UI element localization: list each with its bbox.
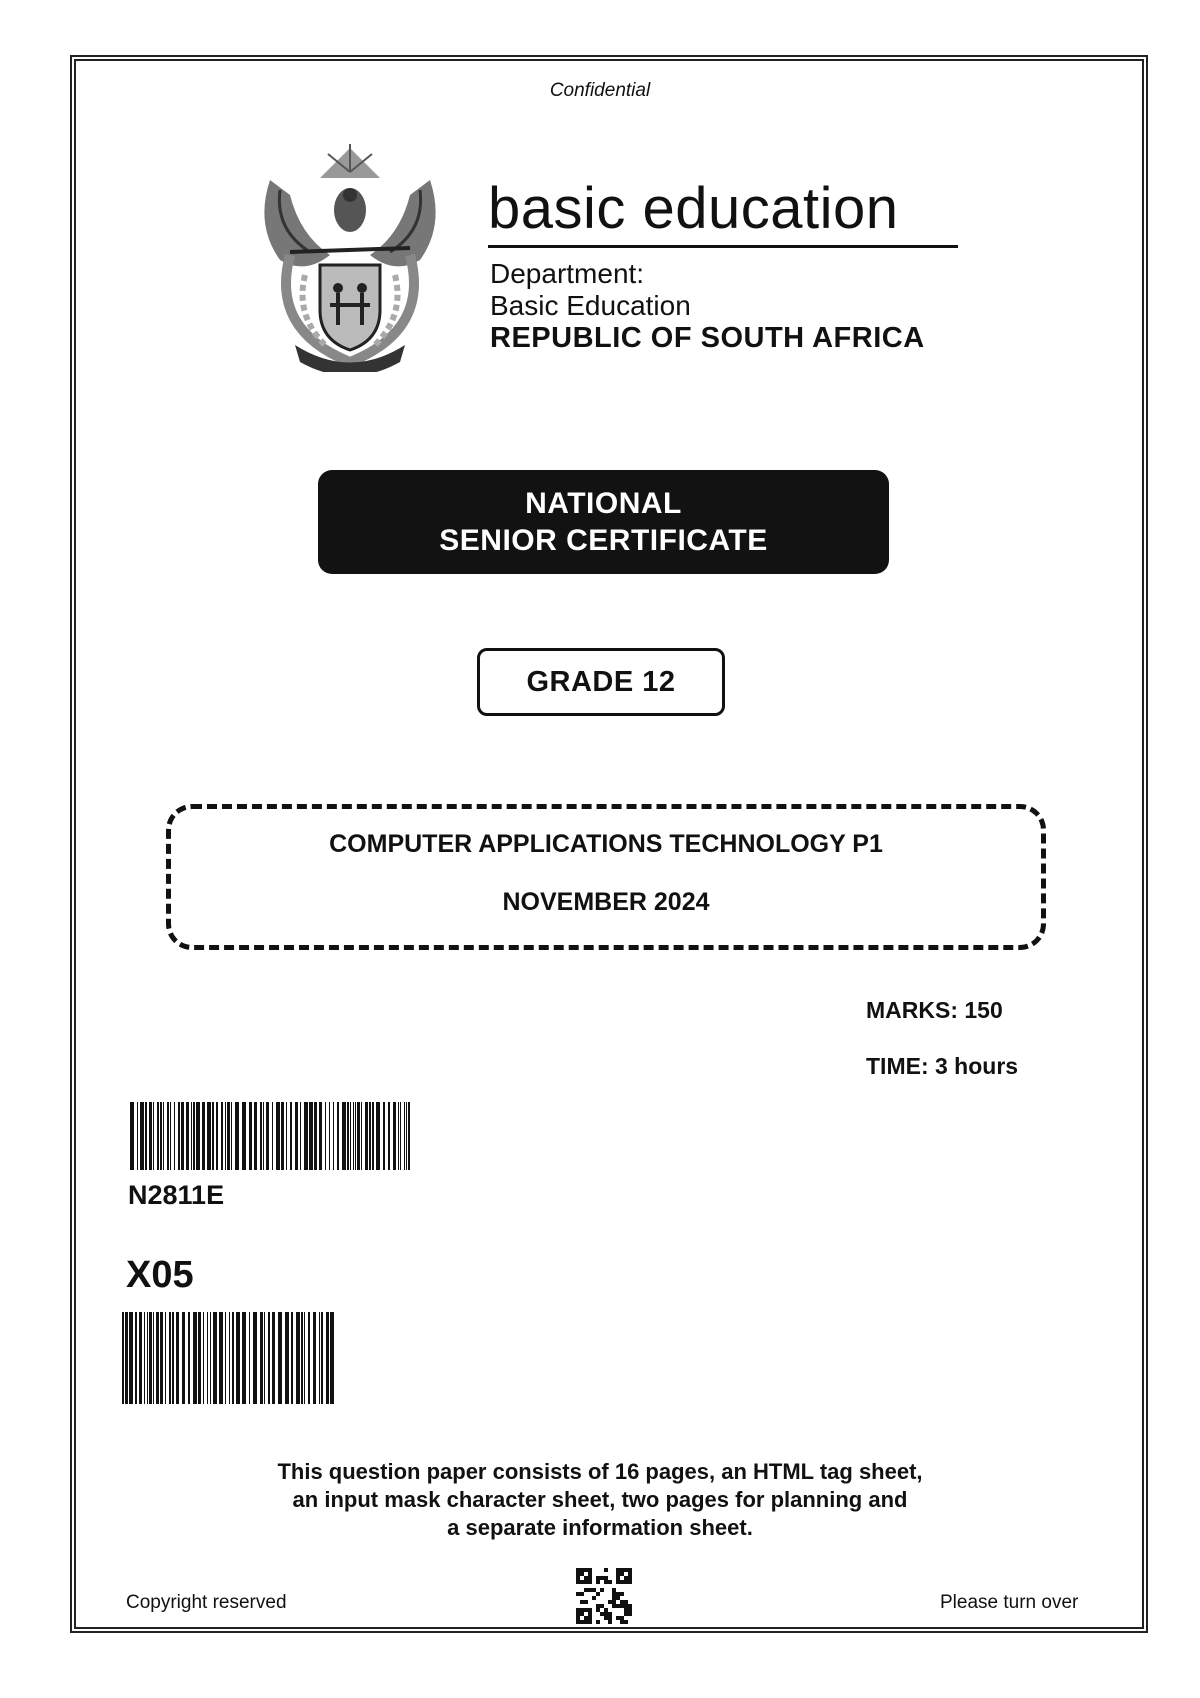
series-code: X05 (126, 1254, 194, 1296)
department-name (490, 258, 691, 322)
confidential-label: Confidential (549, 80, 651, 101)
subject-title: COMPUTER APPLICATIONS TECHNOLOGY P1 (329, 830, 883, 858)
coat-of-arms-icon (250, 140, 450, 372)
barcode-icon (122, 1312, 334, 1404)
paper-code: N2811E (128, 1180, 225, 1210)
subject-box (166, 804, 1046, 950)
department-line-2: Basic Education (490, 290, 691, 321)
marks-label: MARKS: 150 (866, 997, 1003, 1023)
brand-name: basic education (488, 176, 899, 241)
certificate-line-1: NATIONAL (525, 487, 682, 520)
notice-line-3: a separate information sheet. (447, 1515, 753, 1540)
grade-label: GRADE 12 (526, 665, 676, 698)
barcode-icon (130, 1102, 410, 1170)
notice-line-2: an input mask character sheet, two pages for planning and (292, 1487, 908, 1512)
exam-session: NOVEMBER 2024 (502, 888, 710, 916)
notice-line-1: This question paper consists of 16 pages, an HTML tag sheet, (277, 1459, 923, 1484)
time-label: TIME: 3 hours (866, 1053, 1019, 1079)
copyright-notice: Copyright reserved (126, 1592, 287, 1613)
paper-contents-notice (180, 1458, 1020, 1542)
grade-box (477, 648, 725, 716)
qr-code-icon (576, 1568, 632, 1624)
country-name: REPUBLIC OF SOUTH AFRICA (490, 322, 925, 354)
certificate-line-2: SENIOR CERTIFICATE (439, 524, 768, 557)
brand-divider (488, 245, 958, 248)
turn-over-notice: Please turn over (940, 1592, 1079, 1613)
certificate-banner (318, 470, 889, 574)
department-line-1: Department: (490, 258, 645, 289)
